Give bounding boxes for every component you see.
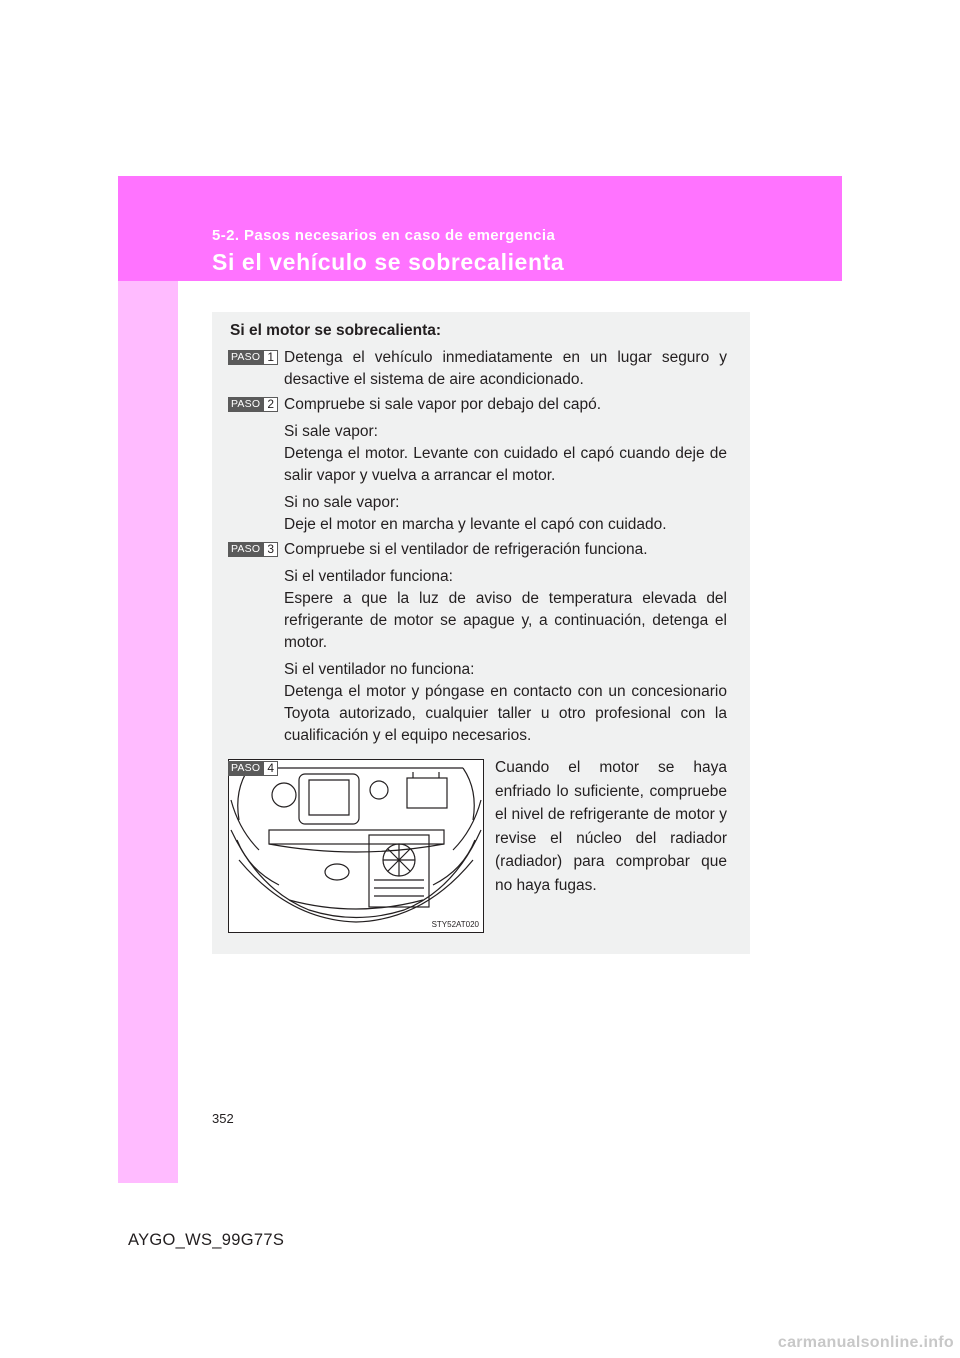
step-3-text: Compruebe si el ventilador de refrigeración funciona. [284, 541, 648, 558]
step-2-text: Compruebe si sale vapor por debajo del capó. [284, 396, 602, 413]
side-tab-strip [118, 281, 178, 1183]
step-number: 4 [263, 761, 278, 776]
page-number: 352 [212, 1111, 234, 1126]
step-2-case-2-action: Deje el motor en marcha y levante el capó con cuidado. [284, 516, 667, 533]
engine-bay-drawing [229, 760, 483, 932]
step-3-case-1-condition: Si el ventilador funciona: [284, 568, 453, 585]
step-tag: PASO [228, 350, 263, 365]
step-3-case-2-condition: Si el ventilador no funciona: [284, 661, 475, 678]
step-2-case-1-action: Detenga el motor. Levante con cuidado el capó cuando deje de salir vapor y vuelva a arrancar el motor. [284, 445, 727, 484]
step-4-text: Cuando el motor se haya enfriado lo suficiente, compruebe el nivel de refrigerante de motor y revise el núcleo del radiador (radiador) para comprobar que no haya fugas. [495, 759, 727, 894]
step-tag: PASO [228, 397, 263, 412]
step-badge-1 [228, 350, 278, 365]
step-tag: PASO [228, 542, 263, 557]
step-3-case-2-action: Detenga el motor y póngase en contacto con un concesionario Toyota autorizado, cualquier taller u otro profesional con la cualificación y el equipo necesarios. [284, 683, 727, 744]
step-2-case-1-condition: Si sale vapor: [284, 423, 378, 440]
illustration-code: STY52AT020 [431, 920, 479, 929]
step-number: 1 [263, 350, 278, 365]
step-badge-2 [228, 397, 278, 412]
step-badge-4 [228, 761, 278, 776]
step-tag: PASO [228, 761, 263, 776]
page-title: Si el vehículo se sobrecalienta [212, 249, 565, 275]
section-label: 5-2. Pasos necesarios en caso de emergencia [212, 227, 556, 244]
engine-compartment-illustration [228, 759, 484, 933]
step-number: 3 [263, 542, 278, 557]
step-3-case-1-action: Espere a que la luz de aviso de temperatura elevada del refrigerante de motor se apague y, a continuación, detenga el motor. [284, 590, 727, 651]
step-badge-3 [228, 542, 278, 557]
document-code: AYGO_WS_99G77S [128, 1231, 285, 1249]
watermark: carmanualsonline.info [777, 1334, 954, 1351]
step-2-case-2-condition: Si no sale vapor: [284, 494, 400, 511]
content-heading: Si el motor se sobrecalienta: [230, 322, 442, 339]
step-1-text: Detenga el vehículo inmediatamente en un lugar seguro y desactive el sistema de aire acondicionado. [284, 349, 727, 388]
step-number: 2 [263, 397, 278, 412]
